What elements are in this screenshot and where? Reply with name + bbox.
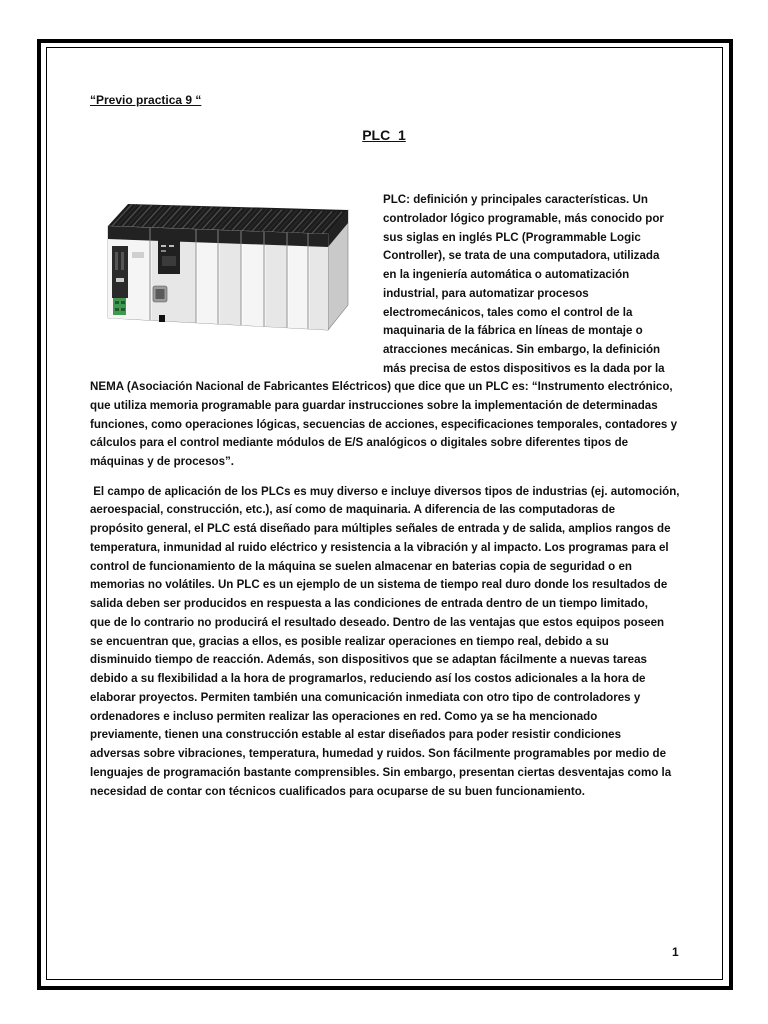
cpu-port [159, 315, 165, 322]
text-line: PLC: definición y principales características. Un [383, 192, 648, 206]
terminal-screw [121, 308, 125, 311]
text-line: cálculos para el control mediante módulos de E/S analógicos o digitales sobre diferentes tipos de [90, 435, 629, 450]
plc-module-face [308, 233, 328, 330]
text-line: adversas sobre vibraciones, temperatura, humedad y ruidos. Son fácilmente programables por medio de [90, 746, 667, 760]
terminal-screw [121, 301, 125, 304]
text-line: sus siglas en inglés PLC (Programmable Logic [383, 229, 641, 244]
cpu-screen [162, 256, 176, 266]
text-line: atracciones mecánicas. Sin embargo, la definición [383, 342, 661, 356]
text-line: que utiliza memoria programable para guardar instrucciones sobre la implementación de determinadas [90, 397, 658, 412]
text-line: se encuentran que, gracias a ellos, es posible realizar operaciones en tiempo real, debido a su [90, 633, 609, 648]
power-slot [115, 252, 118, 270]
text-line: salida deben ser producidos en respuesta a las condiciones de entrada dentro de un tiempo limitado, [90, 596, 649, 610]
status-led [161, 250, 166, 252]
plc-module-face [264, 232, 287, 328]
text-line: memorias no volátiles. Un PLC es un ejemplo de un sistema de tiempo real duro donde los resultados de [90, 577, 668, 592]
text-line: disminuido tiempo de reacción. Además, son dispositivos que se adaptan fácilmente a nuevas tareas [90, 652, 647, 667]
text-line: más precisa de estos dispositivos es la dada por la [383, 360, 665, 375]
power-panel [112, 246, 128, 298]
plc-image [96, 190, 358, 340]
text-line: electromecánicos, tales como el control de la [383, 304, 633, 319]
text-line: control de funcionamiento de la máquina se suelen almacenar en baterias copia de seguridad o en [90, 558, 632, 573]
power-slot [121, 252, 124, 270]
terminal-screw [115, 301, 119, 304]
text-line: que de lo contrario no producirá el resultado deseado. Dentro de las ventajas que estos equipos poseen [90, 614, 665, 629]
text-line: temperatura, inmunidad al ruido eléctrico y resistencia a la vibración y al impacto. Los programas para el [90, 539, 669, 554]
module-label [132, 252, 144, 258]
text-line: industrial, para automatizar procesos [383, 285, 589, 300]
plc-module-face [218, 230, 241, 325]
db9-connector-socket [156, 289, 165, 299]
plc-module-face [196, 229, 218, 324]
text-line: El campo de aplicación de los PLCs es muy diverso e incluye diversos tipos de industrias (ej. automoción, [90, 483, 680, 498]
page-number: 1 [672, 945, 679, 959]
text-line: máquinas y de procesos”. [90, 454, 235, 468]
intro-full-text [90, 377, 699, 471]
document-heading: “Previo practica 9 “ [90, 93, 202, 107]
plc-module-face [287, 233, 308, 329]
power-label [116, 278, 124, 282]
text-line: necesidad de contar con técnicos cualificados para ocuparse de su buen funcionamiento. [90, 783, 586, 798]
text-line: Controller), se trata de una computadora, utilizada [383, 248, 660, 263]
text-line: elaborar proyectos. Permiten también una comunicación inmediata con otro tipo de controladores y [90, 689, 641, 704]
intro-column-text [383, 190, 675, 378]
text-line: lenguajes de programación bastante comprensibles. Sin embargo, presentan ciertas desventajas como la [90, 764, 672, 779]
text-line: controlador lógico programable, más conocido por [383, 210, 664, 225]
body-paragraph [90, 482, 702, 801]
text-line: previamente, tienen una construcción estable al estar diseñados para poder resistir condiciones [90, 727, 622, 742]
text-line: NEMA (Asociación Nacional de Fabricantes Eléctricos) que dice que un PLC es: “Instrumento electrónico, [90, 379, 673, 393]
text-line: en la ingeniería automática o automatización [383, 267, 630, 281]
terminal-screw [115, 308, 119, 311]
text-line: ordenadores e incluso permiten realizar las operaciones en red. Como ya se ha mencionado [90, 708, 598, 723]
text-line: maquinaria de la fábrica en líneas de montaje o [383, 323, 643, 338]
plc-module-face [241, 231, 264, 327]
status-led [169, 245, 174, 247]
text-line: funciones, como operaciones lógicas, secuencias de acciones, especificaciones temporales, contadores y [90, 416, 678, 431]
green-terminal [113, 298, 126, 315]
text-line: debido a su flexibilidad a la hora de programarlos, reduciendo así los costos adicionales a la hora de [90, 671, 646, 685]
text-line: aeroespacial, construcción, etc.), así como de maquinaria. A diferencia de las computadoras de [90, 502, 616, 517]
document-title: PLC 1 [362, 127, 406, 143]
status-led [161, 245, 166, 247]
text-line: propósito general, el PLC está diseñado para múltiples señales de entrada y de salida, amplios rangos de [90, 521, 671, 535]
